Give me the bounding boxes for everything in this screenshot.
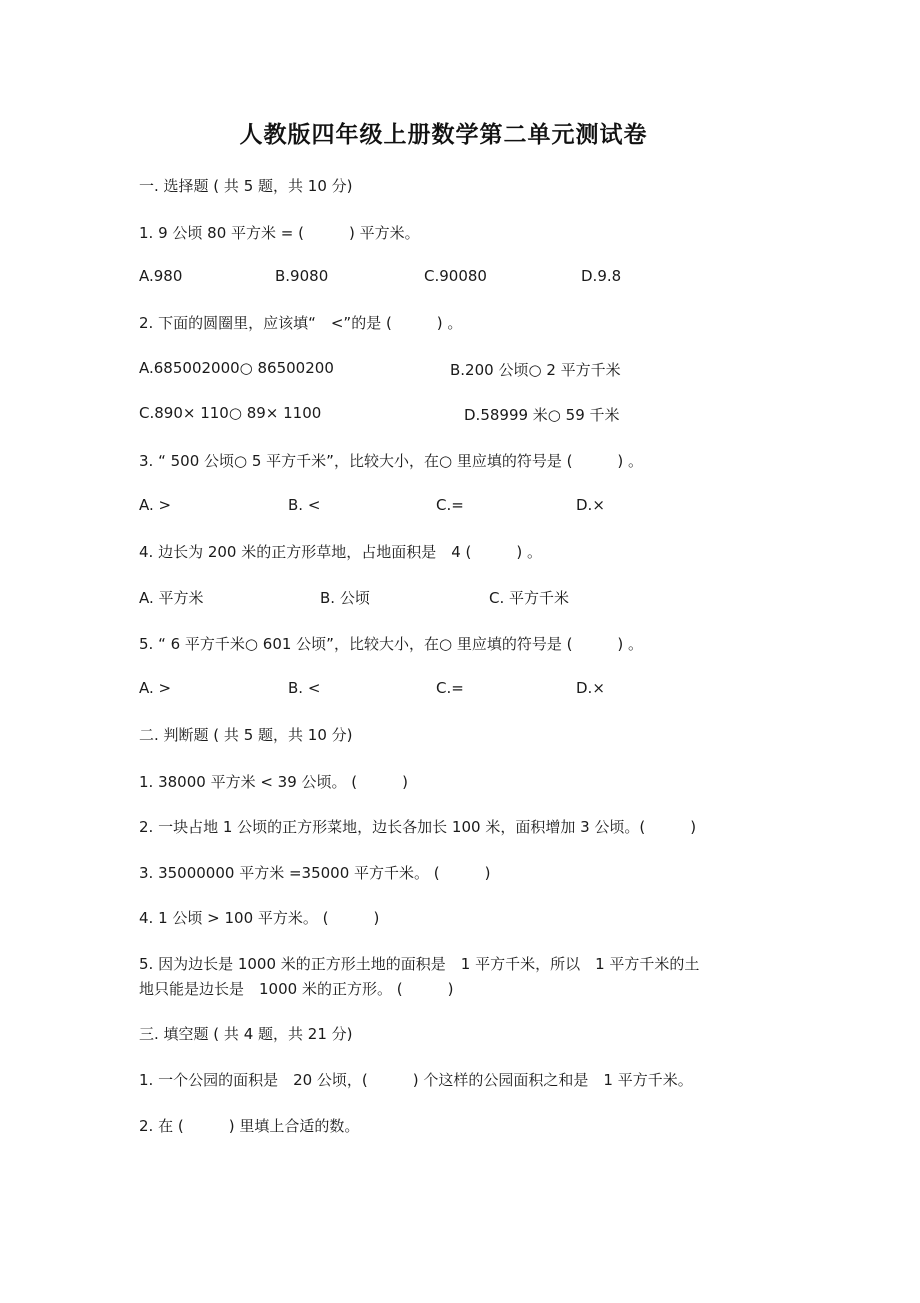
option-1-2-d: D.58999 米○ 59 千米 <box>464 406 620 424</box>
option-1-5-d: D.× <box>576 679 605 697</box>
question-2-5-line1: 5. 因为边长是 1000 米的正方形土地的面积是 1 平方千米，所以 1 平方千米的土 <box>139 955 700 973</box>
option-1-4-c: C. 平方千米 <box>489 589 570 607</box>
question-2-5-line2: 地只能是边长是 1000 米的正方形。 ( ) <box>139 980 454 998</box>
section-heading-judgement: 二. 判断题 ( 共 5 题，共 10 分) <box>139 726 353 744</box>
option-1-3-a: A. > <box>139 496 172 514</box>
question-3-1: 1. 一个公园的面积是 20 公顷，( ) 个这样的公园面积之和是 1 平方千米。 <box>139 1071 693 1089</box>
option-1-3-d: D.× <box>576 496 605 514</box>
section-heading-choice: 一. 选择题 ( 共 5 题，共 10 分) <box>139 177 353 195</box>
option-1-3-b: B. < <box>288 496 321 514</box>
option-1-5-b: B. < <box>288 679 321 697</box>
question-1-4: 4. 边长为 200 米的正方形草地，占地面积是 4 ( ) 。 <box>139 543 543 561</box>
section-heading-fill-blank: 三. 填空题 ( 共 4 题，共 21 分) <box>139 1025 353 1043</box>
question-2-1: 1. 38000 平方米 < 39 公顷。 ( ) <box>139 773 408 791</box>
question-2-3: 3. 35000000 平方米 =35000 平方千米。 ( ) <box>139 864 491 882</box>
option-1-3-c: C.= <box>436 496 464 514</box>
question-1-5: 5. “ 6 平方千米○ 601 公顷”，比较大小，在○ 里应填的符号是 ( ) 。 <box>139 635 644 653</box>
question-1-1: 1. 9 公顷 80 平方米 = ( ) 平方米。 <box>139 224 420 242</box>
option-1-5-c: C.= <box>436 679 464 697</box>
option-1-4-b: B. 公顷 <box>320 589 370 607</box>
option-1-2-b: B.200 公顷○ 2 平方千米 <box>450 361 621 379</box>
option-1-1-c: C.90080 <box>424 267 487 285</box>
option-1-4-a: A. 平方米 <box>139 589 204 607</box>
option-1-5-a: A. > <box>139 679 172 697</box>
option-1-2-a: A.685002000○ 86500200 <box>139 359 334 377</box>
question-1-3: 3. “ 500 公顷○ 5 平方千米”，比较大小，在○ 里应填的符号是 ( ) 。 <box>139 452 644 470</box>
option-1-2-c: C.890× 110○ 89× 1100 <box>139 404 322 422</box>
page-title: 人教版四年级上册数学第二单元测试卷 <box>239 122 648 148</box>
question-2-4: 4. 1 公顷 > 100 平方米。 ( ) <box>139 909 380 927</box>
question-3-2: 2. 在 ( ) 里填上合适的数。 <box>139 1117 360 1135</box>
option-1-1-b: B.9080 <box>275 267 329 285</box>
option-1-1-d: D.9.8 <box>581 267 622 285</box>
option-1-1-a: A.980 <box>139 267 183 285</box>
question-1-2: 2. 下面的圆圈里，应该填“ <”的是 ( ) 。 <box>139 314 463 332</box>
question-2-2: 2. 一块占地 1 公顷的正方形菜地，边长各加长 100 米，面积增加 3 公顷。( ) <box>139 818 697 836</box>
